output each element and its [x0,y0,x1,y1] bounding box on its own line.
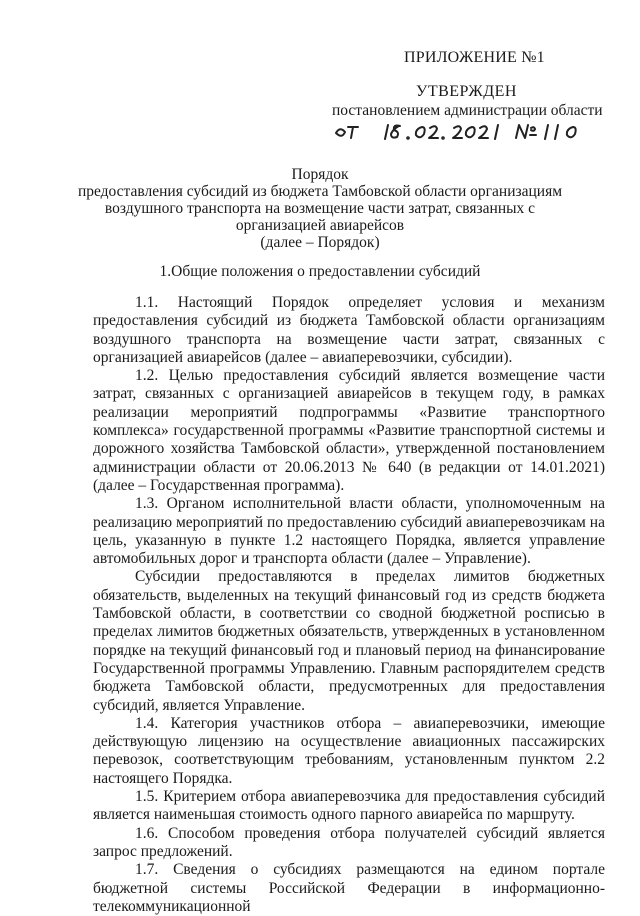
handwritten-date-number [330,119,592,143]
paragraph-subsidies: Субсидии предоставляются в пределах лимитов бюджетных обязательств, выделенных на текущий финансовый год из средств бюджета Тамбовской области, в соответствии со сводной бюджетной росписью в пределах лимитов бюджетных обязательств, утвержденных в установленном порядке на текущий финансовый год и плановый период на финансирование Государственной программы Управлению. Главным распорядителем средств бюджета Тамбовской области, предусмотренных для предоставления субсидий, является Управление. [93,568,605,714]
title-line: организацией авиарейсов [235,217,405,234]
title-line: Порядок [291,166,349,183]
paragraph-1-4: 1.4. Категория участников отбора – авиаперевозчики, имеющие действующую лицензию на осуществление авиационных пассажирских перевозок, соответствующим требованиям, установленным пунктом 2.2 настоящего Порядка. [93,714,605,787]
paragraph-1-7: 1.7. Сведения о субсидиях размещаются на едином портале бюджетной системы Российской Федерации в информационно-телекоммуникационной [93,861,605,915]
document-title [70,166,570,251]
paragraph-1-6: 1.6. Способом проведения отбора получателей субсидий является запрос предложений. [93,824,605,860]
title-line: воздушного транспорта на возмещение части затрат, связанных с [104,200,536,217]
approved-label: УТВЕРЖДЕН [416,83,517,100]
section-heading: 1.Общие положения о предоставлении субсидий [159,263,481,280]
paragraph-1-2: 1.2. Целью предоставления субсидий является возмещение части затрат, связанных с организацией авиарейсов в текущем году, в рамках реализации мероприятий подпрограммы «Развитие транспортного комплекса» государственной программы «Развитие транспортной системы и дорожного хозяйства Тамбовской области», утвержденной постановлением администрации области от 20.06.2013 № 640 (в редакции от 14.01.2021) (далее – Государственная программа). [93,367,605,494]
title-line: (далее – Порядок) [260,234,380,251]
title-line: предоставления субсидий из бюджета Тамбовской области организациям [77,183,563,200]
document-body [93,294,605,916]
paragraph-1-3: 1.3. Органом исполнительной власти области, уполномоченным на реализацию мероприятий по предоставлению субсидий авиаперевозчикам на цель, указанную в пункте 1.2 настоящего Порядка, является управление автомобильных дорог и транспорта области (далее – Управление). [93,495,605,568]
handwriting-icon [330,119,592,143]
resolution-label: постановлением администрации области [332,102,603,119]
appendix-label: ПРИЛОЖЕНИЕ №1 [404,49,545,66]
paragraph-1-5: 1.5. Критерием отбора авиаперевозчика для предоставления субсидий является наименьшая стоимость одного парного авиарейса по маршруту. [93,788,605,824]
paragraph-1-1: 1.1. Настоящий Порядок определяет условия и механизм предоставления субсидий из бюджета Тамбовской области организациям воздушного транспорта на возмещение части затрат, связанных с организацией авиарейсов (далее – авиаперевозчики, субсидии). [93,294,605,366]
